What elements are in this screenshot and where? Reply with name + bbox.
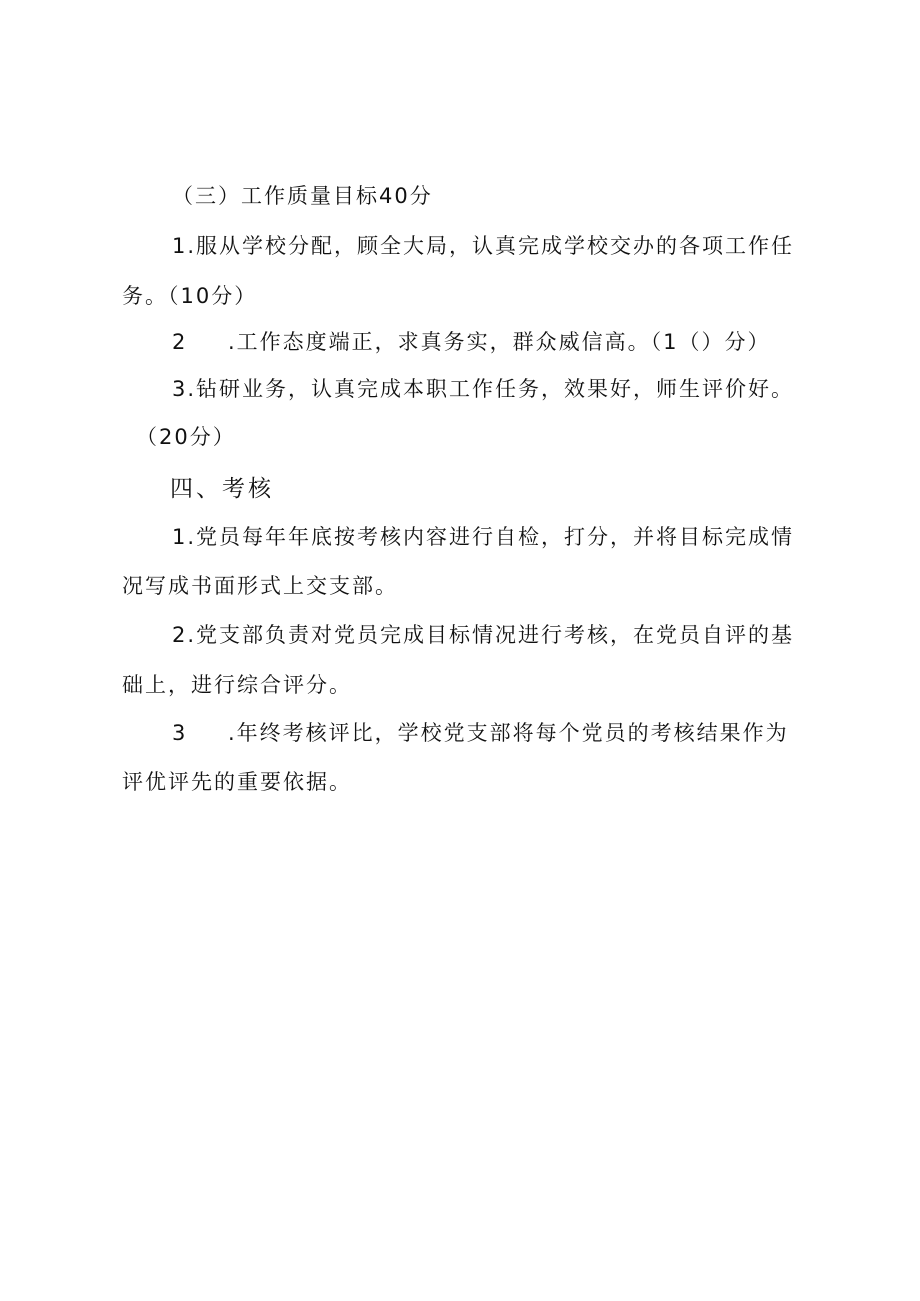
item-number: 3 [172, 377, 188, 401]
item-text: .工作态度端正，求真务实，群众威信高。（1（）分） [228, 330, 771, 354]
section-4-item-2-continued: 础上，进行综合评分。 [122, 673, 352, 697]
section-3-heading: （三）工作质量目标40分 [172, 184, 433, 208]
item-text: .年终考核评比，学校党支部将每个党员的考核结果作为 [228, 721, 789, 745]
item-number: 2 [172, 623, 188, 647]
section-3-item-1 [0, 231, 920, 261]
section-4-item-1 [0, 522, 920, 552]
section-3-item-1-continued: 务。（10分） [122, 284, 258, 308]
section-4-item-3 [0, 718, 920, 748]
item-number: 2 [172, 330, 188, 354]
item-number: 1 [172, 525, 188, 549]
item-text: .服从学校分配，顾全大局，认真完成学校交办的各项工作任 [187, 234, 795, 258]
section-4-item-3-continued: 评优评先的重要依据。 [122, 770, 352, 794]
item-text: .钻研业务，认真完成本职工作任务，效果好，师生评价好。 [187, 377, 795, 401]
section-4-item-1-continued: 况写成书面形式上交支部。 [122, 574, 398, 598]
section-3-item-3-continued: （20分） [136, 425, 236, 449]
section-3-item-2 [0, 327, 920, 357]
section-3-item-3 [0, 374, 920, 404]
section-4-heading: 四、考核 [170, 476, 274, 502]
item-text: .党员每年年底按考核内容进行自检，打分，并将目标完成情 [187, 525, 795, 549]
section-4-item-2 [0, 620, 920, 650]
item-text: .党支部负责对党员完成目标情况进行考核，在党员自评的基 [187, 623, 795, 647]
item-number: 3 [172, 721, 188, 745]
item-number: 1 [172, 234, 188, 258]
